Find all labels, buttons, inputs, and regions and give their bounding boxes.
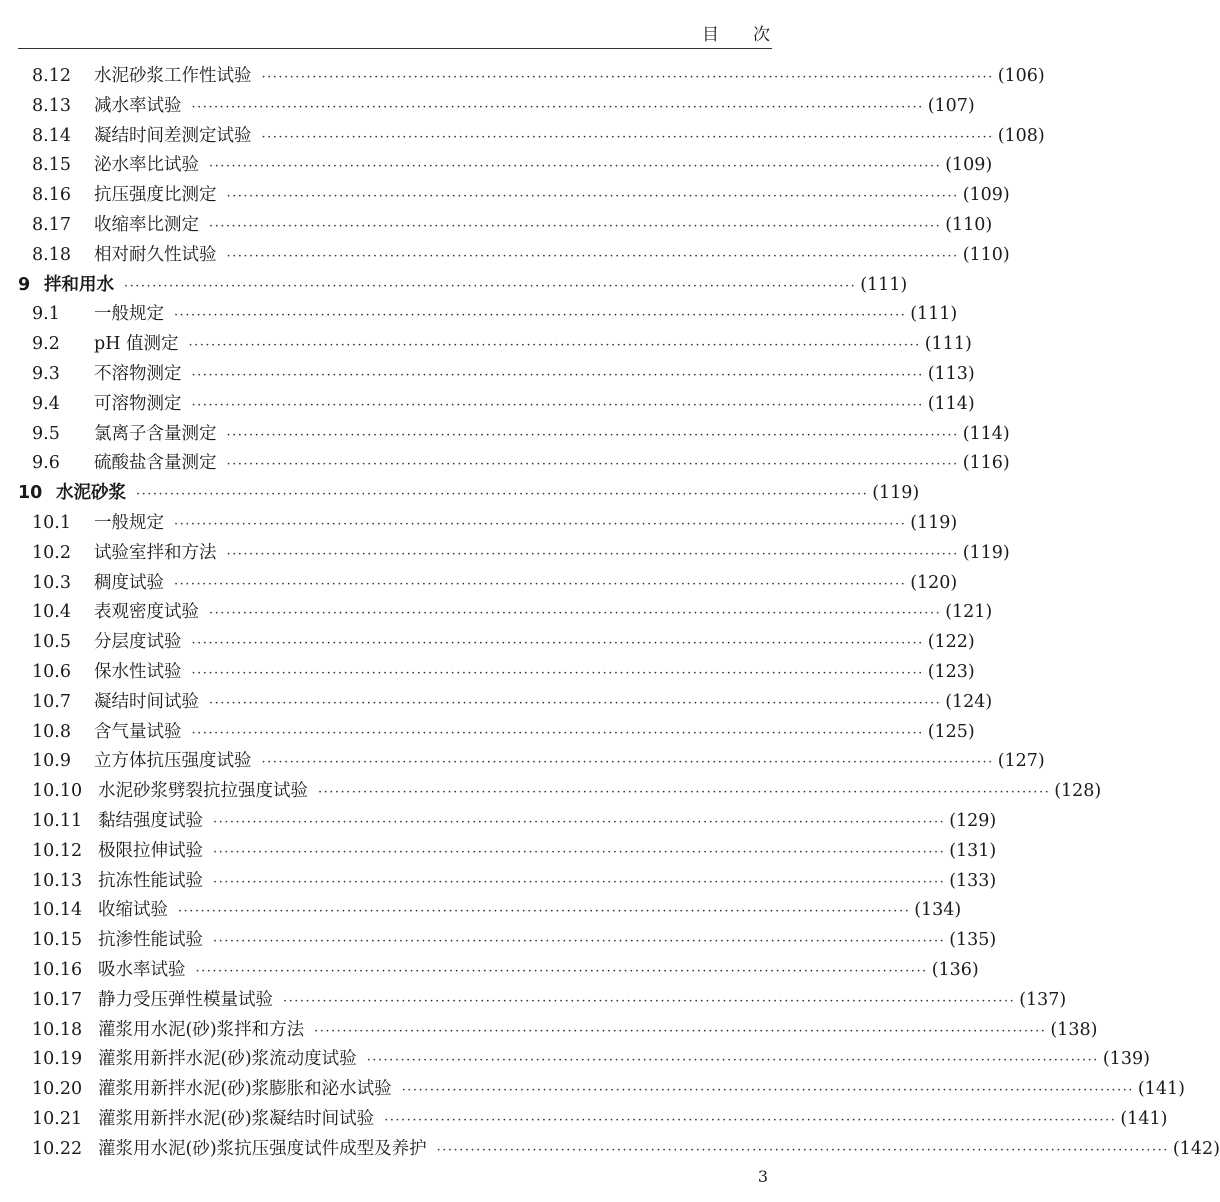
dot-leader bbox=[227, 457, 959, 472]
toc-entry[interactable] bbox=[0, 569, 958, 599]
dot-leader bbox=[209, 606, 941, 621]
toc-entry-title: 抗压强度比测定 bbox=[94, 185, 217, 206]
toc-entry-title: 立方体抗压强度试验 bbox=[94, 751, 252, 772]
toc-entry[interactable] bbox=[0, 926, 997, 956]
toc-entry-number: 10.20 bbox=[32, 1079, 83, 1100]
toc-entry[interactable] bbox=[0, 122, 1045, 152]
toc-entry-number: 8.17 bbox=[32, 214, 71, 235]
toc-entry-title: pH 值测定 bbox=[94, 334, 179, 355]
toc-entry[interactable] bbox=[0, 181, 1010, 211]
toc-entry[interactable] bbox=[0, 1016, 1098, 1046]
toc-entry-page: (137) bbox=[1019, 989, 1067, 1010]
dot-leader bbox=[124, 279, 856, 294]
dot-leader bbox=[283, 994, 1015, 1009]
toc-entry-title: 试验室拌和方法 bbox=[94, 542, 217, 563]
toc-entry-page: (121) bbox=[945, 602, 993, 623]
toc-entry-page: (136) bbox=[931, 959, 979, 980]
toc-entry[interactable] bbox=[0, 807, 997, 837]
toc-entry[interactable] bbox=[0, 1045, 1150, 1075]
toc-entry-number: 9 bbox=[18, 274, 31, 295]
toc-entry-title: 灌浆用水泥(砂)浆抗压强度试件成型及养护 bbox=[98, 1138, 427, 1159]
toc-entry-number: 10.1 bbox=[32, 512, 71, 533]
toc-entry-number: 8.15 bbox=[32, 155, 71, 176]
toc-entry-number: 10.9 bbox=[32, 751, 71, 772]
toc-entry-number: 10.6 bbox=[32, 661, 71, 682]
toc-entry[interactable] bbox=[0, 777, 1102, 807]
dot-leader bbox=[192, 666, 924, 681]
toc-entry-page: (139) bbox=[1102, 1049, 1150, 1070]
toc-entry-number: 10.14 bbox=[32, 900, 83, 921]
toc-entry-title: 灌浆用新拌水泥(砂)浆膨胀和泌水试验 bbox=[98, 1079, 392, 1100]
dot-leader bbox=[227, 249, 959, 264]
toc-entry-title: 静力受压弹性模量试验 bbox=[98, 989, 273, 1010]
dot-leader bbox=[174, 308, 906, 323]
toc-entry-page: (142) bbox=[1172, 1138, 1220, 1159]
toc-entry-title: 水泥砂浆劈裂抗拉强度试验 bbox=[98, 781, 308, 802]
toc-entry-number: 10.18 bbox=[32, 1019, 83, 1040]
toc-entry-title: 含气量试验 bbox=[94, 721, 182, 742]
toc-entry[interactable] bbox=[0, 330, 972, 360]
toc-entry-title: 抗渗性能试验 bbox=[98, 930, 203, 951]
toc-entry-title: 黏结强度试验 bbox=[98, 810, 203, 831]
toc-entry-page: (111) bbox=[910, 304, 958, 325]
toc-entry-title: 拌和用水 bbox=[44, 274, 114, 295]
toc-entry-number: 8.14 bbox=[32, 125, 71, 146]
toc-entry-title: 泌水率比试验 bbox=[94, 155, 199, 176]
toc-entry-title: 分层度试验 bbox=[94, 632, 182, 653]
toc-entry-page: (128) bbox=[1054, 781, 1102, 802]
toc-entry-page: (127) bbox=[997, 751, 1045, 772]
dot-leader bbox=[192, 100, 924, 115]
toc-entry-page: (125) bbox=[927, 721, 975, 742]
toc-entry-title: 相对耐久性试验 bbox=[94, 244, 217, 265]
toc-entry-title: 不溶物测定 bbox=[94, 363, 182, 384]
toc-entry-page: (138) bbox=[1050, 1019, 1098, 1040]
toc-entry-number: 10.22 bbox=[32, 1138, 83, 1159]
toc-chapter-entry[interactable] bbox=[0, 479, 920, 509]
toc-entry-number: 9.2 bbox=[32, 334, 60, 355]
toc-entry-number: 10.21 bbox=[32, 1108, 83, 1129]
toc-entry[interactable] bbox=[0, 956, 979, 986]
toc-entry-page: (120) bbox=[910, 572, 958, 593]
toc-entry[interactable] bbox=[0, 300, 958, 330]
dot-leader bbox=[437, 1143, 1169, 1158]
toc-entry[interactable] bbox=[0, 390, 975, 420]
dot-leader bbox=[227, 547, 959, 562]
toc-entry[interactable] bbox=[0, 62, 1045, 92]
toc-entry-page: (122) bbox=[927, 632, 975, 653]
toc-entry-title: 灌浆用新拌水泥(砂)浆流动度试验 bbox=[98, 1049, 357, 1070]
page-header bbox=[18, 0, 804, 49]
toc-entry-number: 10.19 bbox=[32, 1049, 83, 1070]
toc-entry[interactable] bbox=[0, 688, 993, 718]
toc-entry-number: 8.18 bbox=[32, 244, 71, 265]
toc-entry-page: (119) bbox=[910, 512, 958, 533]
toc-entry[interactable] bbox=[0, 420, 1010, 450]
toc-entry-page: (119) bbox=[872, 483, 920, 504]
toc-entry-page: (131) bbox=[949, 840, 997, 861]
toc-entry-number: 9.6 bbox=[32, 453, 60, 474]
toc-entry-number: 10.7 bbox=[32, 691, 71, 712]
toc-entry[interactable] bbox=[0, 92, 975, 122]
toc-entry[interactable] bbox=[0, 539, 1010, 569]
toc-entry-page: (107) bbox=[927, 95, 975, 116]
dot-leader bbox=[174, 517, 906, 532]
toc-entry-number: 10.8 bbox=[32, 721, 71, 742]
toc-entry-number: 10.16 bbox=[32, 959, 83, 980]
toc-entry[interactable] bbox=[0, 211, 993, 241]
toc-entry-number: 10.12 bbox=[32, 840, 83, 861]
toc-entry-title: 灌浆用新拌水泥(砂)浆凝结时间试验 bbox=[98, 1108, 375, 1129]
dot-leader bbox=[196, 964, 928, 979]
table-of-contents bbox=[0, 62, 1220, 1164]
dot-leader bbox=[213, 934, 945, 949]
dot-leader bbox=[402, 1083, 1134, 1098]
toc-entry-page: (134) bbox=[914, 900, 962, 921]
dot-leader bbox=[262, 130, 994, 145]
toc-entry-page: (110) bbox=[945, 214, 993, 235]
dot-leader bbox=[136, 487, 868, 502]
toc-entry-page: (114) bbox=[962, 423, 1010, 444]
toc-entry-page: (108) bbox=[997, 125, 1045, 146]
toc-entry-page: (135) bbox=[949, 930, 997, 951]
toc-entry-page: (111) bbox=[860, 274, 908, 295]
toc-entry[interactable] bbox=[0, 896, 962, 926]
page-number: 3 bbox=[757, 1167, 768, 1186]
dot-leader bbox=[318, 785, 1050, 800]
toc-entry-title: 水泥砂浆工作性试验 bbox=[94, 66, 252, 86]
toc-entry-number: 9.3 bbox=[32, 363, 60, 384]
toc-entry-page: (119) bbox=[962, 542, 1010, 563]
toc-entry-number: 10.17 bbox=[32, 989, 83, 1010]
dot-leader bbox=[209, 219, 941, 234]
toc-entry-title: 收缩试验 bbox=[98, 900, 168, 921]
toc-entry-title: 抗冻性能试验 bbox=[98, 870, 203, 891]
toc-entry-page: (110) bbox=[962, 244, 1010, 265]
toc-entry-page: (109) bbox=[945, 155, 993, 176]
toc-chapter-entry[interactable] bbox=[0, 271, 908, 301]
toc-entry-title: 保水性试验 bbox=[94, 661, 182, 682]
toc-entry-number: 10.13 bbox=[32, 870, 83, 891]
toc-entry-title: 吸水率试验 bbox=[98, 959, 186, 980]
dot-leader bbox=[192, 726, 924, 741]
toc-entry[interactable] bbox=[0, 598, 993, 628]
toc-entry-page: (106) bbox=[997, 66, 1045, 86]
toc-entry-number: 9.5 bbox=[32, 423, 60, 444]
dot-leader bbox=[367, 1053, 1099, 1068]
dot-leader bbox=[213, 875, 945, 890]
toc-entry[interactable] bbox=[0, 658, 975, 688]
dot-leader bbox=[262, 755, 994, 770]
toc-entry[interactable] bbox=[0, 449, 1010, 479]
toc-entry-title: 表观密度试验 bbox=[94, 602, 199, 623]
toc-entry[interactable] bbox=[0, 837, 997, 867]
toc-entry-title: 凝结时间差测定试验 bbox=[94, 125, 252, 146]
toc-entry-title: 灌浆用水泥(砂)浆拌和方法 bbox=[98, 1019, 305, 1040]
toc-entry-number: 10.4 bbox=[32, 602, 71, 623]
dot-leader bbox=[192, 636, 924, 651]
dot-leader bbox=[174, 577, 906, 592]
toc-entry[interactable] bbox=[0, 1105, 1168, 1135]
toc-entry-title: 收缩率比测定 bbox=[94, 214, 199, 235]
dot-leader bbox=[209, 159, 941, 174]
dot-leader bbox=[192, 398, 924, 413]
toc-entry-title: 凝结时间试验 bbox=[94, 691, 199, 712]
toc-entry[interactable] bbox=[0, 718, 975, 748]
toc-entry-page: (141) bbox=[1137, 1079, 1185, 1100]
dot-leader bbox=[227, 428, 959, 443]
dot-leader bbox=[314, 1024, 1046, 1039]
dot-leader bbox=[227, 189, 959, 204]
dot-leader bbox=[192, 368, 924, 383]
toc-entry-page: (123) bbox=[927, 661, 975, 682]
toc-entry-page: (124) bbox=[945, 691, 993, 712]
toc-entry-number: 10.10 bbox=[32, 781, 83, 802]
toc-entry-page: (141) bbox=[1120, 1108, 1168, 1129]
toc-entry-page: (133) bbox=[949, 870, 997, 891]
toc-entry-page: (116) bbox=[962, 453, 1010, 474]
dot-leader bbox=[178, 904, 910, 919]
toc-entry[interactable] bbox=[0, 360, 975, 390]
toc-entry[interactable] bbox=[0, 241, 1010, 271]
toc-entry-title: 硫酸盐含量测定 bbox=[94, 453, 217, 474]
toc-entry-number: 10.5 bbox=[32, 632, 71, 653]
toc-entry[interactable] bbox=[0, 1075, 1185, 1105]
toc-entry[interactable] bbox=[0, 509, 958, 539]
dot-leader bbox=[213, 815, 945, 830]
toc-entry-page: (111) bbox=[924, 334, 972, 355]
toc-entry-page: (129) bbox=[949, 810, 997, 831]
toc-entry-title: 可溶物测定 bbox=[94, 393, 182, 414]
dot-leader bbox=[384, 1113, 1116, 1128]
toc-entry-number: 10.3 bbox=[32, 572, 71, 593]
dot-leader bbox=[262, 70, 994, 85]
toc-entry[interactable] bbox=[0, 151, 993, 181]
toc-entry[interactable] bbox=[0, 867, 997, 897]
toc-entry-title: 一般规定 bbox=[94, 512, 164, 533]
toc-entry-page: (114) bbox=[927, 393, 975, 414]
toc-entry-number: 10.15 bbox=[32, 930, 83, 951]
toc-entry-title: 减水率试验 bbox=[94, 95, 182, 116]
toc-entry-title: 水泥砂浆 bbox=[56, 483, 126, 504]
dot-leader bbox=[189, 338, 921, 353]
toc-entry-number: 10 bbox=[18, 483, 43, 504]
toc-entry[interactable] bbox=[0, 747, 1045, 777]
toc-entry-number: 10.11 bbox=[32, 810, 83, 831]
toc-entry-page: (109) bbox=[962, 185, 1010, 206]
toc-entry-title: 极限拉伸试验 bbox=[98, 840, 203, 861]
toc-entry-number: 8.12 bbox=[32, 66, 71, 86]
toc-entry-number: 9.4 bbox=[32, 393, 60, 414]
toc-entry-page: (113) bbox=[927, 363, 975, 384]
toc-entry[interactable] bbox=[0, 986, 1067, 1016]
dot-leader bbox=[209, 696, 941, 711]
toc-entry-title: 稠度试验 bbox=[94, 572, 164, 593]
toc-entry-number: 9.1 bbox=[32, 304, 60, 325]
toc-entry-number: 8.16 bbox=[32, 185, 71, 206]
toc-entry-number: 8.13 bbox=[32, 95, 71, 116]
toc-entry-title: 一般规定 bbox=[94, 304, 164, 325]
dot-leader bbox=[213, 845, 945, 860]
toc-entry-title: 氯离子含量测定 bbox=[94, 423, 217, 444]
header-title: 目次 bbox=[702, 25, 804, 45]
toc-entry-number: 10.2 bbox=[32, 542, 71, 563]
toc-entry[interactable] bbox=[0, 1135, 1220, 1165]
toc-entry[interactable] bbox=[0, 628, 975, 658]
